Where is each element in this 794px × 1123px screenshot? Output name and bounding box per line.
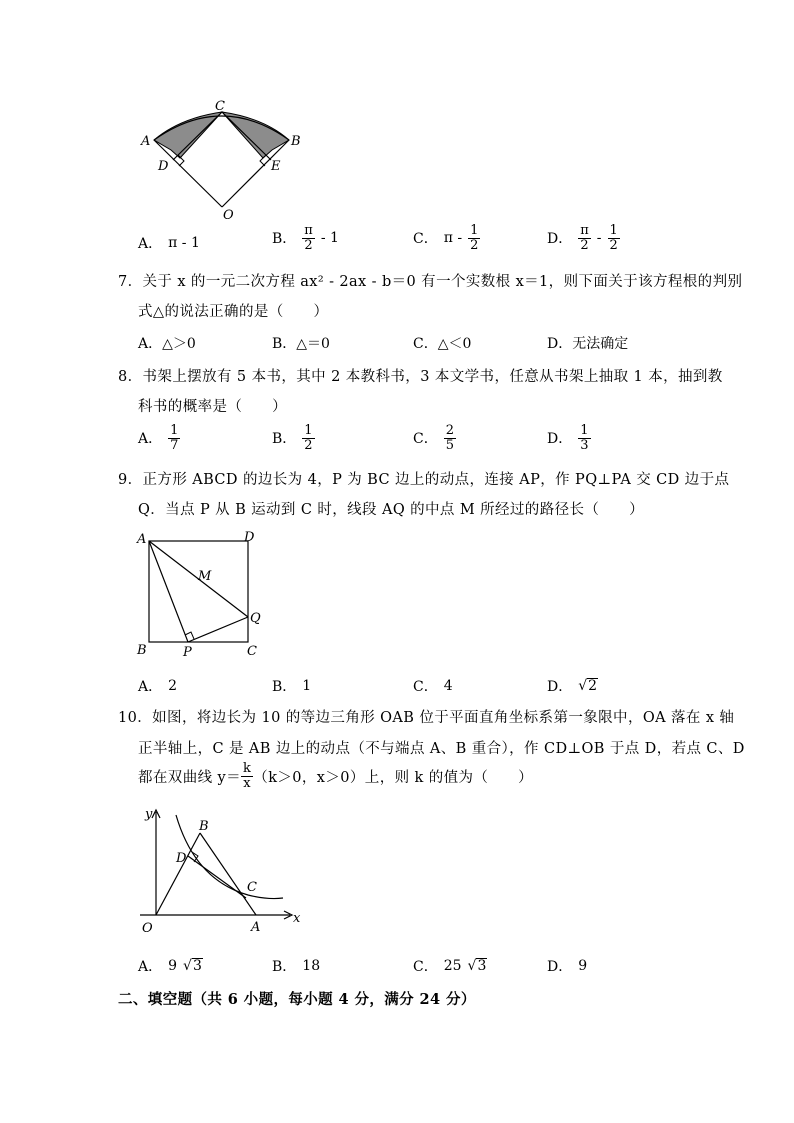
q9-option-b: B． 1 bbox=[272, 678, 312, 695]
q10-option-d: D． 9 bbox=[547, 958, 588, 975]
q8-option-c: C． $\frac{2}{5}$ bbox=[413, 423, 454, 453]
q7-option-b: B．△＝0 bbox=[272, 336, 330, 352]
side-OB bbox=[156, 833, 200, 915]
q7-option-c: C．△＜0 bbox=[413, 336, 472, 352]
q6-option-a: A． π - 1 bbox=[138, 235, 200, 252]
q9-stem-line2: Q．当点 P 从 B 运动到 C 时，线段 AQ 的中点 M 所经过的路径长（ ） bbox=[138, 502, 644, 518]
label-M: M bbox=[198, 569, 212, 584]
q10-stem-line3: 都在双曲线 y＝ $\frac{k}{x}$ （k＞0，x＞0）上，则 k 的值为（ ） bbox=[138, 761, 534, 791]
coordinate-figure bbox=[130, 800, 310, 940]
segment-PQ bbox=[188, 617, 248, 642]
label-E: E bbox=[271, 159, 281, 174]
label-B: B bbox=[137, 643, 147, 658]
q7-stem-line1: 7．关于 x 的一元二次方程 ax² - 2ax - b＝0 有一个实数根 x＝1，则下面关于该方程根的判别 bbox=[118, 274, 743, 290]
sqrt-symbol: √ bbox=[467, 957, 477, 974]
label-A: A bbox=[137, 532, 147, 547]
q8-option-a: A． $\frac{1}{7}$ bbox=[138, 423, 179, 453]
label-C: C bbox=[247, 644, 257, 659]
q7-stem-line2: 式△的说法正确的是（ ） bbox=[138, 304, 329, 320]
label-Q: Q bbox=[250, 611, 261, 626]
q6-option-b: B． $\frac{\pi}{2}$ - 1 bbox=[272, 223, 339, 253]
square-figure bbox=[130, 525, 270, 660]
q9-option-d: D． √ 2 bbox=[547, 677, 598, 695]
label-P: P bbox=[183, 645, 192, 660]
sector-figure bbox=[130, 95, 320, 225]
q6-option-c: C． π - $\frac{1}{2}$ bbox=[413, 223, 479, 253]
label-y: y bbox=[145, 807, 153, 822]
q8-stem-line2: 科书的概率是（ ） bbox=[138, 399, 287, 415]
q10-option-b: B． 18 bbox=[272, 958, 321, 975]
label-A: A bbox=[141, 134, 151, 149]
label-O: O bbox=[223, 208, 234, 223]
label-D: D bbox=[176, 851, 187, 866]
q9-option-a: A． 2 bbox=[138, 678, 178, 695]
side-BA bbox=[200, 833, 256, 915]
q7-option-a: A．△＞0 bbox=[138, 336, 196, 352]
label-A: A bbox=[251, 920, 261, 935]
q8-option-b: B． $\frac{1}{2}$ bbox=[272, 423, 313, 453]
section-heading: 二、填空题（共 6 小题，每小题 4 分，满分 24 分） bbox=[118, 991, 476, 1008]
label-x: x bbox=[293, 911, 301, 926]
label-D: D bbox=[244, 530, 255, 545]
sqrt-symbol: √ bbox=[183, 957, 192, 974]
label-C: C bbox=[215, 99, 225, 114]
label-B: B bbox=[291, 134, 301, 149]
q9-option-c: C． 4 bbox=[413, 678, 453, 695]
sqrt-symbol: √ bbox=[578, 677, 588, 694]
q10-stem-line1: 10．如图，将边长为 10 的等边三角形 OAB 位于平面直角坐标系第一象限中，OA 落在 x 轴 bbox=[118, 710, 735, 726]
square-ABCD bbox=[149, 541, 248, 642]
label-O: O bbox=[142, 921, 153, 936]
q7-option-d: D．无法确定 bbox=[547, 336, 629, 352]
q10-stem-line2: 正半轴上，C 是 AB 边上的动点（不与端点 A、B 重合），作 CD⊥OB 于点 D，若点 C、D bbox=[138, 741, 745, 757]
label-D: D bbox=[158, 159, 169, 174]
q8-stem-line1: 8．书架上摆放有 5 本书，其中 2 本教科书，3 本文学书，任意从书架上抽取 1 本，抽到教 bbox=[118, 369, 723, 385]
q6-option-d: D． $\frac{\pi}{2}$ - $\frac{1}{2}$ bbox=[547, 223, 618, 253]
q10-option-c: C． 25 √ 3 bbox=[413, 957, 487, 975]
q9-stem-line1: 9．正方形 ABCD 的边长为 4，P 为 BC 边上的动点，连接 AP，作 PQ⊥PA 交 CD 边于点 bbox=[118, 472, 730, 488]
q10-option-a: A． 9 √ 3 bbox=[138, 957, 202, 975]
label-B: B bbox=[199, 819, 209, 834]
q8-option-d: D． $\frac{1}{3}$ bbox=[547, 423, 589, 453]
shaded-region-left bbox=[154, 112, 222, 158]
shaded-region-right bbox=[222, 112, 289, 158]
label-C: C bbox=[247, 880, 257, 895]
